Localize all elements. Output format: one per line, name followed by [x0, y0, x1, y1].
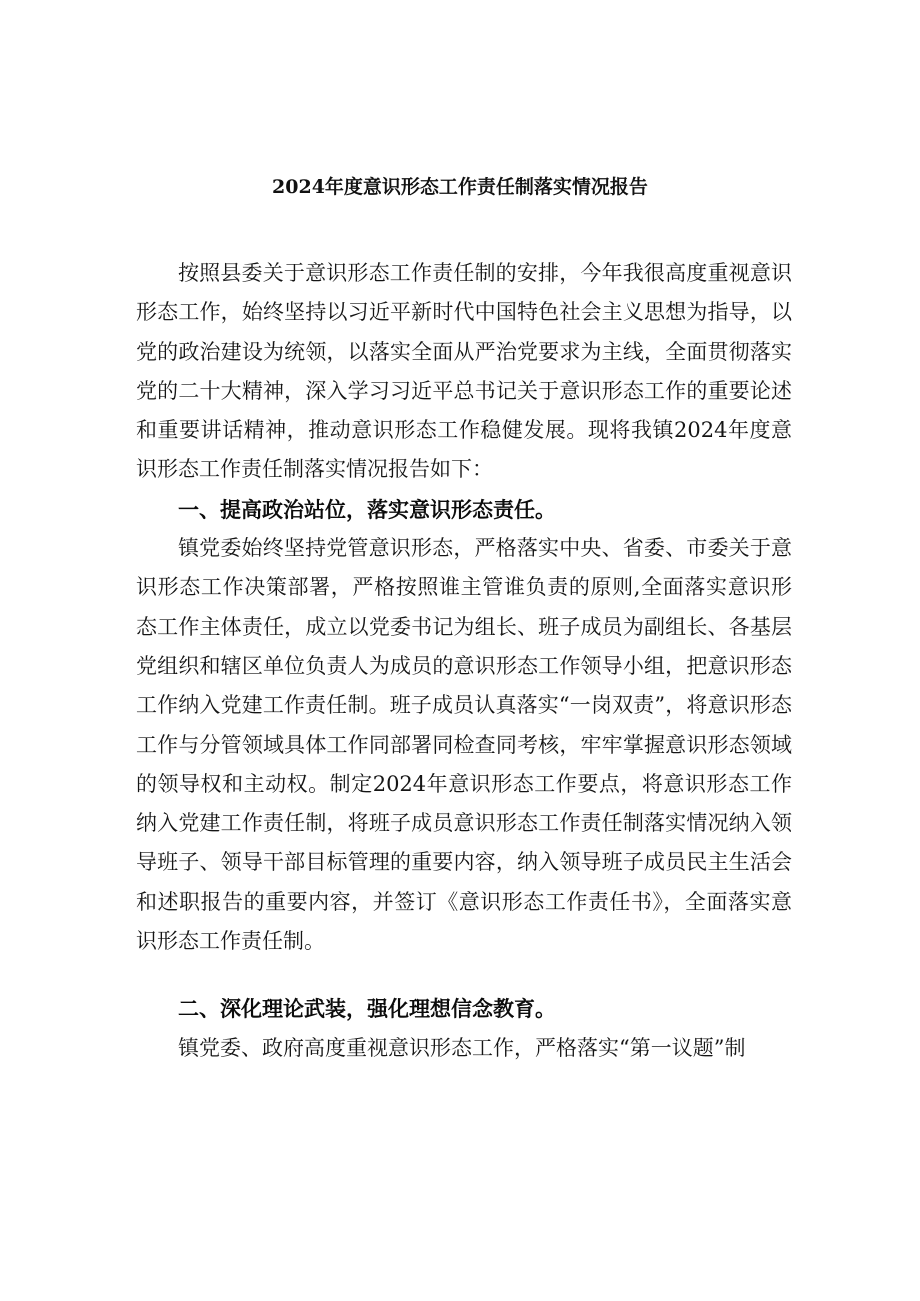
- document-title: 2024年度意识形态工作责任制落实情况报告: [272, 176, 648, 198]
- section-heading-2: 二、深化理论武装，强化理想信念教育。: [178, 996, 556, 1022]
- section-heading-1: 一、提高政治站位，落实意识形态责任。: [178, 496, 556, 522]
- intro-paragraph: 按照县委关于意识形态工作责任制的安排，今年我很高度重视意识形态工作，始终坚持以习近平新时代中国特色社会主义思想为指导，以党的政治建设为统领，以落实全面从严治党要求为主线，全面贯彻落实党的二十大精神，深入学习习近平总书记关于意识形态工作的重要论述和重要讲话精神，推动意识形态工作稳健发展。现将我镇2024年度意识形态工作责任制落实情况报告如下：: [136, 261, 792, 482]
- section-body-2: 镇党委、政府高度重视意识形态工作，严格落实“第一议题”制: [178, 1035, 746, 1060]
- section-body-1: 镇党委始终坚持党管意识形态，严格落实中央、省委、市委关于意识形态工作决策部署，严格按照谁主管谁负责的原则,全面落实意识形态工作主体责任，成立以党委书记为组长、班子成员为副组长、各基层党组织和辖区单位负责人为成员的意识形态工作领导小组，把意识形态工作纳入党建工作责任制。班子成员认真落实“一岗双责”，将意识形态工作与分管领域具体工作同部署同检查同考核，牢牢掌握意识形态领域的领导权和主动权。制定2024年意识形态工作要点，将意识形态工作纳入党建工作责任制，将班子成员意识形态工作责任制落实情况纳入领导班子、领导干部目标管理的重要内容，纳入领导班子成员民主生活会和述职报告的重要内容，并签订《意识形态工作责任书》，全面落实意识形态工作责任制。: [136, 536, 792, 954]
- document-body: [136, 254, 792, 1068]
- section-spacer: [136, 961, 792, 989]
